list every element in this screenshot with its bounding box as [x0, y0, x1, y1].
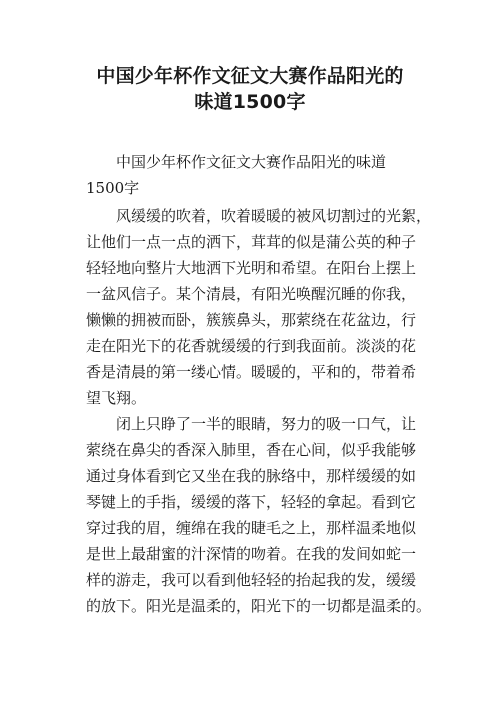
subtitle-line-1: 中国少年杯作文征文大赛作品阳光的味道	[116, 153, 387, 171]
paragraph-1-line: 风缓缓的吹着，吹着暖暖的被风切割过的光絮，	[116, 207, 432, 225]
paragraph-2-line: 萦绕在鼻尖的香深入肺里，香在心间，似乎我能够	[86, 441, 417, 459]
paragraph-1-line: 望飞翔。	[86, 389, 147, 407]
paragraph-1-line: 轻轻地向整片大地洒下光明和希望。在阳台上摆上	[86, 259, 417, 277]
paragraph-1-line: 让他们一点一点的洒下，茸茸的似是蒲公英的种子	[86, 233, 417, 251]
paragraph-2-line: 的放下。阳光是温柔的，阳光下的一切都是温柔的。	[86, 597, 432, 615]
document-title-line-1: 中国少年杯作文征文大赛作品阳光的	[96, 65, 404, 87]
paragraph-1-line: 一盆风信子。某个清晨，有阳光唤醒沉睡的你我，	[86, 285, 417, 303]
paragraph-2-line: 琴键上的手指，缓缓的落下，轻轻的拿起。看到它	[86, 493, 417, 511]
document-title-line-2: 味道1500字	[194, 91, 306, 113]
paragraph-2-line: 闭上只睁了一半的眼睛，努力的吸一口气，让	[116, 415, 417, 433]
paragraph-1-line: 走在阳光下的花香就缓缓的行到我面前。淡淡的花	[86, 337, 417, 355]
subtitle-line-2: 1500字	[86, 179, 140, 197]
paragraph-1-line: 香是清晨的第一缕心情。暖暖的，平和的，带着希	[86, 363, 417, 381]
paragraph-1-line: 懒懒的拥被而卧，簇簇鼻头，那萦绕在花盆边，行	[86, 311, 417, 329]
paragraph-2-line: 穿过我的眉，缠绵在我的睫毛之上，那样温柔地似	[86, 519, 417, 537]
paragraph-2-line: 样的游走，我可以看到他轻轻的抬起我的发，缓缓	[86, 571, 417, 589]
paragraph-2-line: 通过身体看到它又坐在我的脉络中，那样缓缓的如	[86, 467, 417, 485]
paragraph-2-line: 是世上最甜蜜的汁深情的吻着。在我的发间如蛇一	[86, 545, 417, 563]
